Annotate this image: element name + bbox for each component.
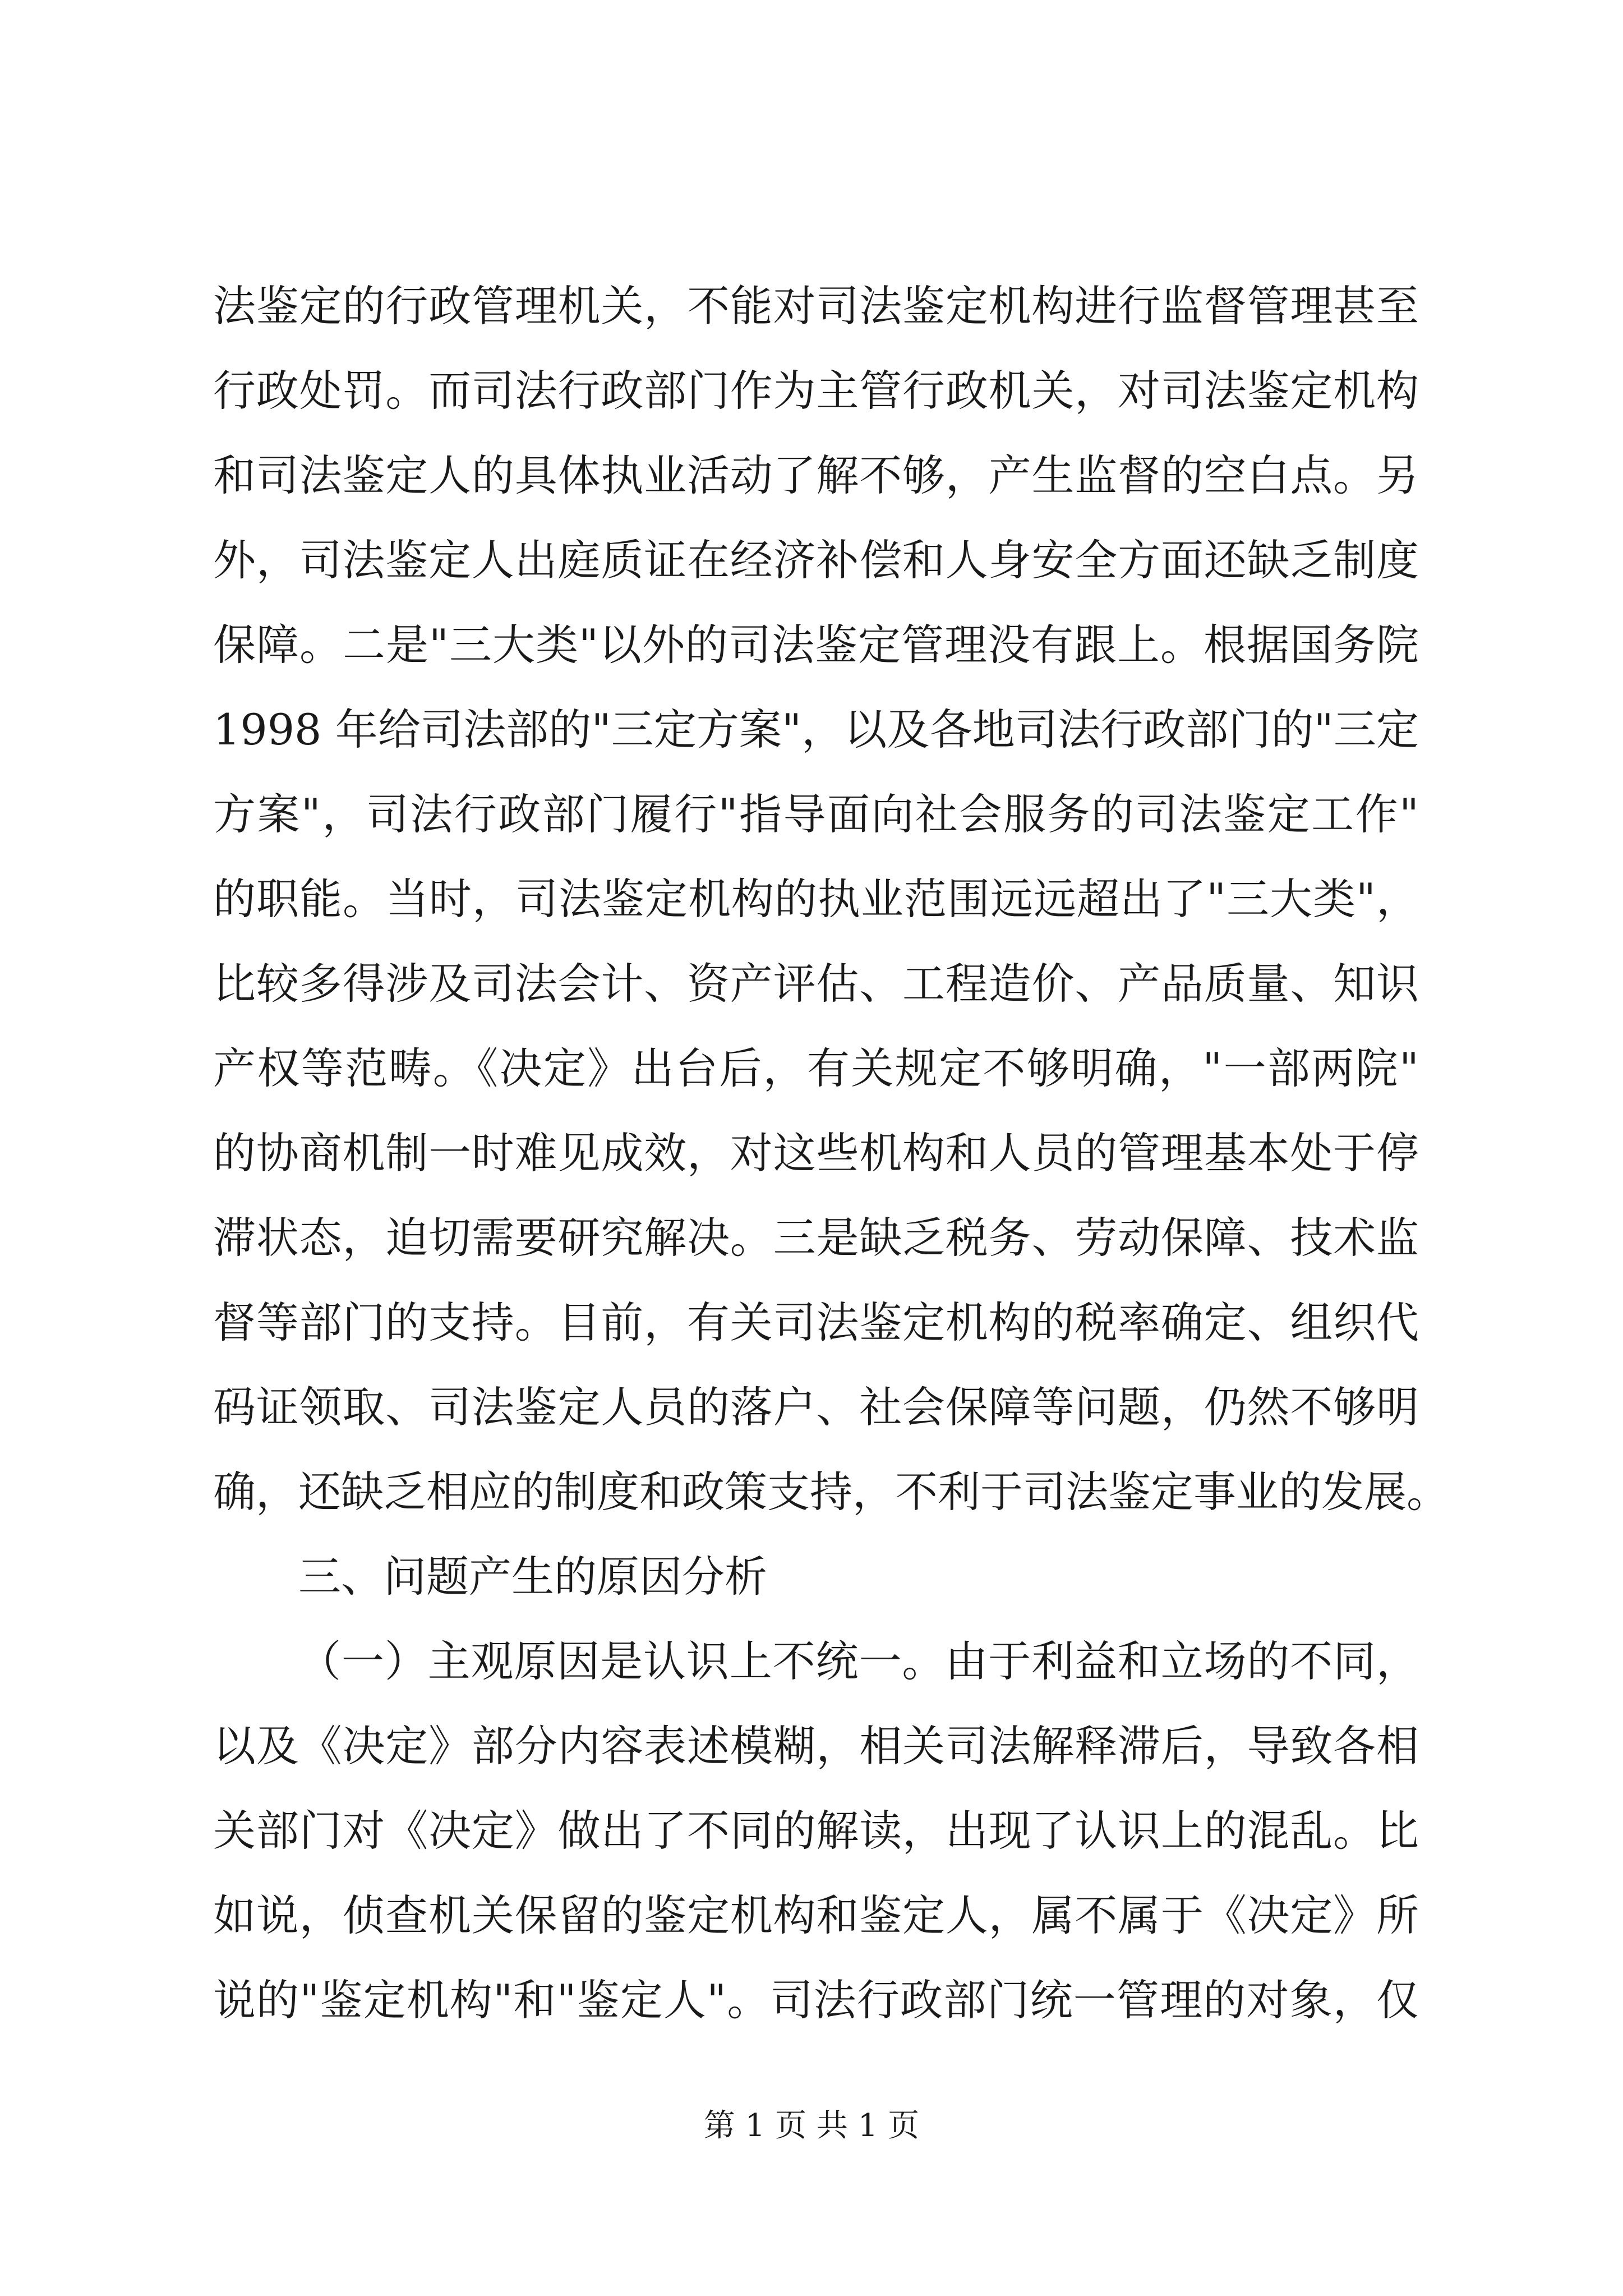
text-line: 保障。二是"三大类"以外的司法鉴定管理没有跟上。根据国务院	[213, 620, 1419, 670]
text-line: 的职能。当时，司法鉴定机构的执业范围远远超出了"三大类"，	[213, 874, 1419, 924]
text-line: 和司法鉴定人的具体执业活动了解不够，产生监督的空白点。另	[213, 450, 1419, 500]
text-line: 产权等范畴。《决定》出台后，有关规定不够明确，"一部两院"	[213, 1043, 1419, 1093]
text-line: 如说，侦查机关保留的鉴定机构和鉴定人，属不属于《决定》所	[213, 1890, 1419, 1940]
text-line: 1998 年给司法部的"三定方案"，以及各地司法行政部门的"三定	[213, 705, 1419, 754]
text-line: 督等部门的支持。目前，有关司法鉴定机构的税率确定、组织代	[213, 1297, 1419, 1347]
text-line: 确，还缺乏相应的制度和政策支持，不利于司法鉴定事业的发展。	[213, 1467, 1449, 1517]
text-line: 法鉴定的行政管理机关，不能对司法鉴定机构进行监督管理甚至	[213, 281, 1419, 331]
page-footer: 第 1 页 共 1 页	[703, 2108, 920, 2144]
text-line: 的协商机制一时难见成效，对这些机构和人员的管理基本处于停	[213, 1128, 1419, 1178]
text-line: 关部门对《决定》做出了不同的解读，出现了认识上的混乱。比	[213, 1806, 1419, 1856]
body-text	[213, 264, 1449, 2042]
text-line: 外，司法鉴定人出庭质证在经济补偿和人身安全方面还缺乏制度	[213, 535, 1419, 585]
text-line: 行政处罚。而司法行政部门作为主管行政机关，对司法鉴定机构	[213, 366, 1419, 416]
text-line: （一）主观原因是认识上不统一。由于利益和立场的不同，	[298, 1636, 1419, 1686]
text-line: 方案"，司法行政部门履行"指导面向社会服务的司法鉴定工作"	[213, 789, 1419, 839]
text-line: 说的"鉴定机构"和"鉴定人"。司法行政部门统一管理的对象，仅	[213, 1975, 1419, 2025]
text-line: 比较多得涉及司法会计、资产评估、工程造价、产品质量、知识	[213, 959, 1419, 1009]
text-line: 以及《决定》部分内容表述模糊，相关司法解释滞后，导致各相	[213, 1721, 1419, 1771]
text-line: 滞状态，迫切需要研究解决。三是缺乏税务、劳动保障、技术监	[213, 1213, 1419, 1263]
section-heading: 三、问题产生的原因分析	[298, 1552, 767, 1602]
text-line: 码证领取、司法鉴定人员的落户、社会保障等问题，仍然不够明	[213, 1382, 1419, 1432]
